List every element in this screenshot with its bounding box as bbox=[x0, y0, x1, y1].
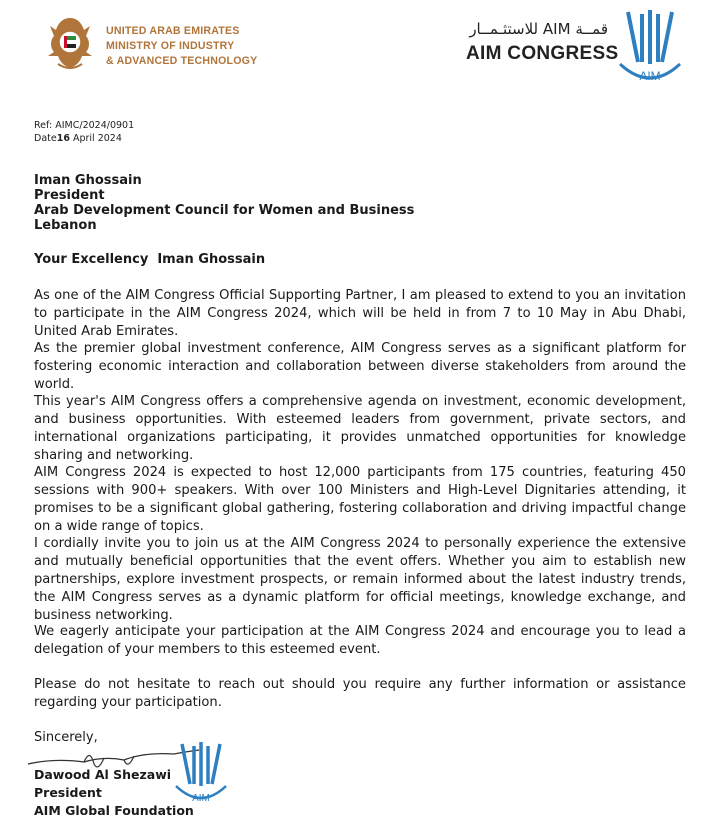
paragraph-3: This year's AIM Congress offers a comprehensive agenda on investment, economic development, and business opportunities. With esteemed leaders from government, private sectors, and international organizations participating, it provides unmatched opportunities for knowledge sharing and networking. bbox=[34, 394, 686, 463]
signer-block bbox=[34, 766, 194, 820]
recipient-title: President bbox=[34, 188, 105, 203]
aim-arabic-name: قمــة AIM للاستثـمــار bbox=[469, 20, 608, 38]
aim-congress-name: AIM CONGRESS bbox=[466, 43, 619, 64]
date-prefix: Date bbox=[34, 133, 57, 144]
recipient-country: Lebanon bbox=[34, 218, 97, 233]
paragraph-2: As the premier global investment conference, AIM Congress serves as a significant platform for fostering economic interaction and collaboration between diverse stakeholders from around the world. bbox=[34, 341, 686, 392]
paragraph-6: We eagerly anticipate your participation at the AIM Congress 2024 and encourage you to lead a delegation of your members to this esteemed event. bbox=[34, 624, 686, 657]
letter-date bbox=[34, 132, 134, 145]
closing: Sincerely, bbox=[34, 730, 98, 745]
signer-name: Dawood Al Shezawi bbox=[34, 767, 172, 782]
salutation: Your Excellency Iman Ghossain bbox=[34, 252, 266, 267]
signer-organization: AIM Global Foundation bbox=[34, 803, 194, 818]
reference-number: Ref: AIMC/2024/0901 bbox=[34, 120, 135, 131]
letterhead bbox=[0, 0, 720, 100]
aim-logo-text: AIM bbox=[639, 69, 661, 83]
stamp-text: AIM bbox=[192, 793, 210, 804]
paragraph-5: I cordially invite you to join us at the AIM Congress 2024 to personally experience the extensive and mutually beneficial opportunities that the event offers. Whether you aim to establish new partnerships, explore investment prospects, or remain informed about the latest industry trends, the AIM Congress serves as a dynamic platform for official meetings, knowledge exchange, and business networking. bbox=[34, 536, 686, 623]
reference-block bbox=[34, 119, 134, 145]
aim-logo-icon bbox=[614, 6, 686, 86]
date-day: 16 bbox=[56, 133, 70, 144]
paragraph-4: AIM Congress 2024 is expected to host 12,000 participants from 175 countries, featuring 450 sessions with 900+ speakers. With over 100 Ministers and High-Level Dignitaries attending, it promises to be a significant global gathering, fostering collaboration and driving impactful change on a wide range of topics. bbox=[34, 465, 686, 534]
signer-title: President bbox=[34, 785, 102, 800]
recipient-block bbox=[34, 173, 414, 233]
paragraph-7: Please do not hesitate to reach out should you require any further information or assistance regarding your participation. bbox=[34, 677, 686, 710]
date-rest: April 2024 bbox=[69, 133, 122, 144]
paragraph-1: As one of the AIM Congress Official Supporting Partner, I am pleased to extend to you an invitation to participate in the AIM Congress 2024, which will be held in from 7 to 10 May in Abu Dhabi, United Arab Emirates. bbox=[34, 288, 686, 339]
uae-emblem-icon bbox=[44, 12, 96, 74]
recipient-name: Iman Ghossain bbox=[34, 173, 142, 188]
ministry-line-2: MINISTRY OF INDUSTRY bbox=[106, 40, 235, 52]
ministry-line-1: UNITED ARAB EMIRATES bbox=[106, 25, 240, 37]
ministry-name bbox=[106, 24, 257, 69]
ministry-line-3: & ADVANCED TECHNOLOGY bbox=[106, 55, 258, 67]
recipient-organization: Arab Development Council for Women and Business bbox=[34, 203, 415, 218]
